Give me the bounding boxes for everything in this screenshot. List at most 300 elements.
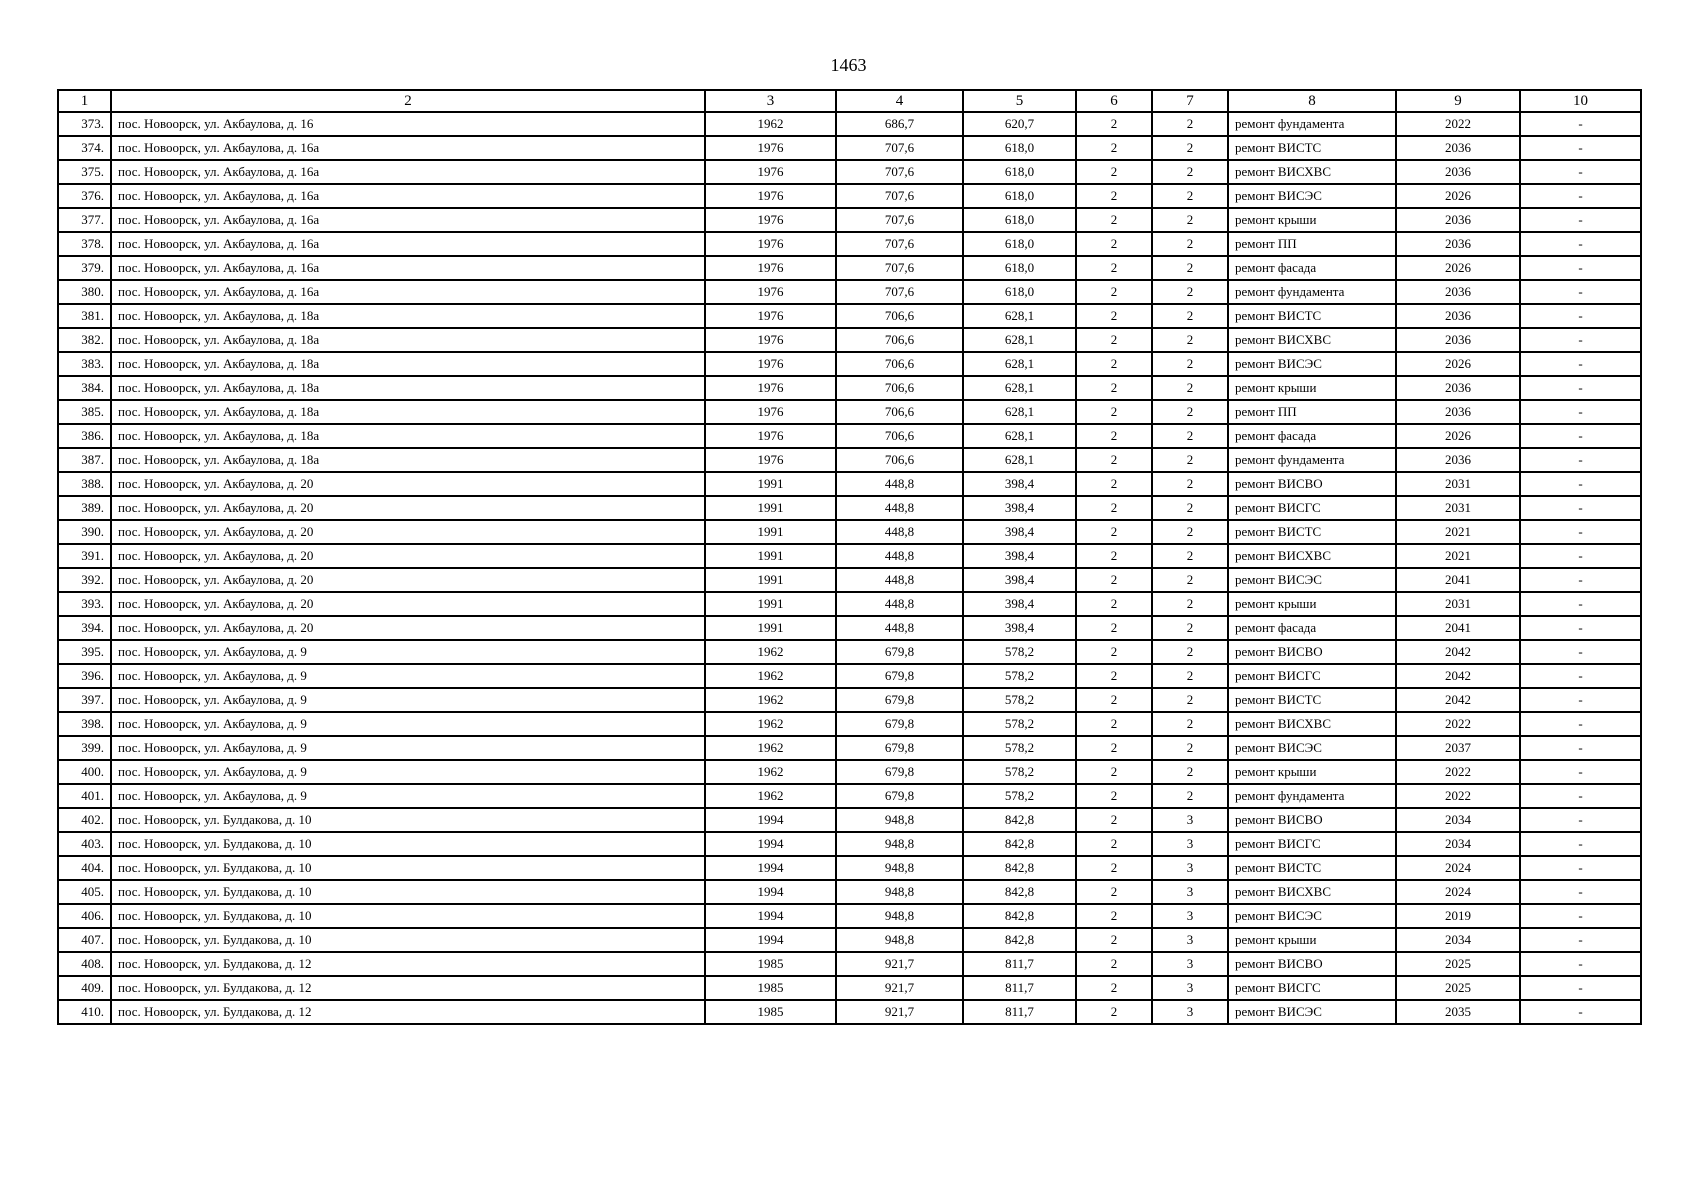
total-area-cell: 679,8 [836,688,963,712]
repair-type-cell: ремонт ВИСВО [1228,640,1396,664]
repair-type-cell: ремонт ВИСГС [1228,664,1396,688]
entrances-count-cell: 2 [1076,688,1152,712]
column-header: 4 [836,90,963,112]
construction-year-cell: 1976 [705,328,836,352]
address-cell: пос. Новоорск, ул. Акбаулова, д. 9 [111,784,705,808]
entrances-count-cell: 2 [1076,904,1152,928]
floors-count-cell: 2 [1152,736,1228,760]
repair-type-cell: ремонт ПП [1228,232,1396,256]
floors-count-cell: 2 [1152,760,1228,784]
planned-year-cell: 2026 [1396,184,1520,208]
note-cell: - [1520,976,1641,1000]
floors-count-cell: 2 [1152,712,1228,736]
note-cell: - [1520,784,1641,808]
row-number-cell: 395. [58,640,111,664]
note-cell: - [1520,904,1641,928]
table-row [58,352,1641,376]
entrances-count-cell: 2 [1076,640,1152,664]
total-area-cell: 948,8 [836,928,963,952]
repair-schedule-table [57,89,1642,1025]
address-cell: пос. Новоорск, ул. Акбаулова, д. 20 [111,496,705,520]
planned-year-cell: 2026 [1396,424,1520,448]
construction-year-cell: 1976 [705,160,836,184]
floors-count-cell: 2 [1152,160,1228,184]
row-number-cell: 394. [58,616,111,640]
repair-type-cell: ремонт крыши [1228,376,1396,400]
planned-year-cell: 2042 [1396,664,1520,688]
floors-count-cell: 2 [1152,664,1228,688]
row-number-cell: 386. [58,424,111,448]
construction-year-cell: 1985 [705,976,836,1000]
total-area-cell: 686,7 [836,112,963,136]
living-area-cell: 618,0 [963,136,1076,160]
entrances-count-cell: 2 [1076,160,1152,184]
total-area-cell: 679,8 [836,664,963,688]
total-area-cell: 707,6 [836,208,963,232]
total-area-cell: 948,8 [836,808,963,832]
table-row [58,928,1641,952]
table-row [58,640,1641,664]
note-cell: - [1520,352,1641,376]
construction-year-cell: 1962 [705,736,836,760]
floors-count-cell: 2 [1152,592,1228,616]
entrances-count-cell: 2 [1076,208,1152,232]
repair-type-cell: ремонт фасада [1228,256,1396,280]
living-area-cell: 618,0 [963,256,1076,280]
living-area-cell: 398,4 [963,568,1076,592]
address-cell: пос. Новоорск, ул. Акбаулова, д. 16а [111,136,705,160]
note-cell: - [1520,136,1641,160]
note-cell: - [1520,928,1641,952]
repair-type-cell: ремонт фасада [1228,424,1396,448]
living-area-cell: 398,4 [963,616,1076,640]
entrances-count-cell: 2 [1076,472,1152,496]
living-area-cell: 628,1 [963,448,1076,472]
living-area-cell: 578,2 [963,688,1076,712]
address-cell: пос. Новоорск, ул. Булдакова, д. 10 [111,808,705,832]
construction-year-cell: 1976 [705,424,836,448]
planned-year-cell: 2019 [1396,904,1520,928]
table-row [58,616,1641,640]
table-row [58,712,1641,736]
address-cell: пос. Новоорск, ул. Булдакова, д. 10 [111,928,705,952]
entrances-count-cell: 2 [1076,664,1152,688]
living-area-cell: 628,1 [963,304,1076,328]
living-area-cell: 811,7 [963,952,1076,976]
living-area-cell: 842,8 [963,856,1076,880]
entrances-count-cell: 2 [1076,928,1152,952]
repair-type-cell: ремонт крыши [1228,928,1396,952]
floors-count-cell: 3 [1152,856,1228,880]
planned-year-cell: 2024 [1396,856,1520,880]
floors-count-cell: 2 [1152,400,1228,424]
table-row [58,760,1641,784]
address-cell: пос. Новоорск, ул. Булдакова, д. 10 [111,880,705,904]
note-cell: - [1520,424,1641,448]
living-area-cell: 842,8 [963,832,1076,856]
entrances-count-cell: 2 [1076,952,1152,976]
floors-count-cell: 3 [1152,880,1228,904]
note-cell: - [1520,1000,1641,1024]
entrances-count-cell: 2 [1076,112,1152,136]
total-area-cell: 707,6 [836,136,963,160]
construction-year-cell: 1994 [705,928,836,952]
floors-count-cell: 2 [1152,304,1228,328]
repair-type-cell: ремонт ВИСЭС [1228,352,1396,376]
construction-year-cell: 1976 [705,136,836,160]
repair-type-cell: ремонт ВИСЭС [1228,184,1396,208]
floors-count-cell: 2 [1152,496,1228,520]
construction-year-cell: 1976 [705,400,836,424]
repair-type-cell: ремонт ВИСЭС [1228,568,1396,592]
construction-year-cell: 1962 [705,664,836,688]
repair-type-cell: ремонт ВИСГС [1228,976,1396,1000]
total-area-cell: 706,6 [836,352,963,376]
living-area-cell: 578,2 [963,736,1076,760]
column-number-header-row [58,90,1641,112]
table-row [58,1000,1641,1024]
table-row [58,280,1641,304]
construction-year-cell: 1991 [705,568,836,592]
planned-year-cell: 2034 [1396,928,1520,952]
table-row [58,160,1641,184]
column-header: 1 [58,90,111,112]
address-cell: пос. Новоорск, ул. Акбаулова, д. 18а [111,352,705,376]
construction-year-cell: 1976 [705,184,836,208]
planned-year-cell: 2022 [1396,784,1520,808]
planned-year-cell: 2036 [1396,160,1520,184]
construction-year-cell: 1962 [705,112,836,136]
entrances-count-cell: 2 [1076,832,1152,856]
total-area-cell: 679,8 [836,784,963,808]
page-number: 1463 [830,55,867,75]
planned-year-cell: 2036 [1396,328,1520,352]
entrances-count-cell: 2 [1076,256,1152,280]
living-area-cell: 628,1 [963,376,1076,400]
planned-year-cell: 2031 [1396,472,1520,496]
planned-year-cell: 2036 [1396,376,1520,400]
planned-year-cell: 2041 [1396,568,1520,592]
note-cell: - [1520,736,1641,760]
row-number-cell: 387. [58,448,111,472]
table-row [58,688,1641,712]
floors-count-cell: 3 [1152,976,1228,1000]
table-row [58,424,1641,448]
table-row [58,136,1641,160]
living-area-cell: 842,8 [963,880,1076,904]
note-cell: - [1520,664,1641,688]
entrances-count-cell: 2 [1076,232,1152,256]
row-number-cell: 378. [58,232,111,256]
note-cell: - [1520,520,1641,544]
living-area-cell: 628,1 [963,400,1076,424]
planned-year-cell: 2026 [1396,256,1520,280]
row-number-cell: 388. [58,472,111,496]
construction-year-cell: 1976 [705,376,836,400]
living-area-cell: 618,0 [963,208,1076,232]
row-number-cell: 379. [58,256,111,280]
entrances-count-cell: 2 [1076,784,1152,808]
address-cell: пос. Новоорск, ул. Булдакова, д. 10 [111,904,705,928]
address-cell: пос. Новоорск, ул. Акбаулова, д. 9 [111,688,705,712]
entrances-count-cell: 2 [1076,760,1152,784]
construction-year-cell: 1994 [705,832,836,856]
planned-year-cell: 2021 [1396,544,1520,568]
address-cell: пос. Новоорск, ул. Акбаулова, д. 9 [111,712,705,736]
total-area-cell: 448,8 [836,616,963,640]
row-number-cell: 404. [58,856,111,880]
column-header: 9 [1396,90,1520,112]
address-cell: пос. Новоорск, ул. Булдакова, д. 12 [111,952,705,976]
construction-year-cell: 1962 [705,784,836,808]
address-cell: пос. Новоорск, ул. Акбаулова, д. 18а [111,328,705,352]
repair-type-cell: ремонт ВИСХВС [1228,712,1396,736]
total-area-cell: 706,6 [836,328,963,352]
row-number-cell: 399. [58,736,111,760]
living-area-cell: 842,8 [963,808,1076,832]
total-area-cell: 948,8 [836,880,963,904]
floors-count-cell: 2 [1152,544,1228,568]
living-area-cell: 578,2 [963,640,1076,664]
total-area-cell: 679,8 [836,736,963,760]
row-number-cell: 398. [58,712,111,736]
row-number-cell: 393. [58,592,111,616]
table-row [58,328,1641,352]
row-number-cell: 375. [58,160,111,184]
construction-year-cell: 1985 [705,952,836,976]
total-area-cell: 707,6 [836,280,963,304]
entrances-count-cell: 2 [1076,616,1152,640]
repair-type-cell: ремонт фундамента [1228,448,1396,472]
total-area-cell: 948,8 [836,856,963,880]
note-cell: - [1520,280,1641,304]
total-area-cell: 448,8 [836,544,963,568]
total-area-cell: 448,8 [836,568,963,592]
floors-count-cell: 2 [1152,784,1228,808]
repair-type-cell: ремонт ВИСЭС [1228,736,1396,760]
row-number-cell: 406. [58,904,111,928]
repair-type-cell: ремонт ВИСХВС [1228,880,1396,904]
row-number-cell: 392. [58,568,111,592]
row-number-cell: 402. [58,808,111,832]
floors-count-cell: 3 [1152,928,1228,952]
repair-type-cell: ремонт ПП [1228,400,1396,424]
note-cell: - [1520,232,1641,256]
address-cell: пос. Новоорск, ул. Акбаулова, д. 20 [111,544,705,568]
note-cell: - [1520,112,1641,136]
construction-year-cell: 1962 [705,640,836,664]
row-number-cell: 374. [58,136,111,160]
row-number-cell: 381. [58,304,111,328]
table-row [58,568,1641,592]
living-area-cell: 618,0 [963,160,1076,184]
entrances-count-cell: 2 [1076,400,1152,424]
table-row [58,952,1641,976]
planned-year-cell: 2022 [1396,712,1520,736]
table-row [58,664,1641,688]
repair-type-cell: ремонт ВИСВО [1228,952,1396,976]
planned-year-cell: 2022 [1396,760,1520,784]
row-number-cell: 373. [58,112,111,136]
living-area-cell: 578,2 [963,760,1076,784]
entrances-count-cell: 2 [1076,496,1152,520]
living-area-cell: 398,4 [963,544,1076,568]
total-area-cell: 448,8 [836,496,963,520]
planned-year-cell: 2025 [1396,976,1520,1000]
living-area-cell: 618,0 [963,280,1076,304]
construction-year-cell: 1976 [705,256,836,280]
note-cell: - [1520,544,1641,568]
repair-type-cell: ремонт ВИСВО [1228,808,1396,832]
address-cell: пос. Новоорск, ул. Акбаулова, д. 20 [111,568,705,592]
address-cell: пос. Новоорск, ул. Акбаулова, д. 20 [111,520,705,544]
living-area-cell: 398,4 [963,496,1076,520]
planned-year-cell: 2036 [1396,232,1520,256]
construction-year-cell: 1962 [705,712,836,736]
total-area-cell: 706,6 [836,304,963,328]
repair-type-cell: ремонт фундамента [1228,280,1396,304]
note-cell: - [1520,880,1641,904]
living-area-cell: 628,1 [963,424,1076,448]
note-cell: - [1520,952,1641,976]
table-row [58,736,1641,760]
living-area-cell: 811,7 [963,1000,1076,1024]
planned-year-cell: 2036 [1396,208,1520,232]
floors-count-cell: 2 [1152,688,1228,712]
floors-count-cell: 2 [1152,136,1228,160]
entrances-count-cell: 2 [1076,184,1152,208]
floors-count-cell: 2 [1152,520,1228,544]
floors-count-cell: 3 [1152,904,1228,928]
column-header: 5 [963,90,1076,112]
total-area-cell: 679,8 [836,712,963,736]
row-number-cell: 403. [58,832,111,856]
note-cell: - [1520,256,1641,280]
table-row [58,208,1641,232]
repair-type-cell: ремонт ВИСТС [1228,520,1396,544]
note-cell: - [1520,640,1641,664]
address-cell: пос. Новоорск, ул. Акбаулова, д. 20 [111,472,705,496]
construction-year-cell: 1991 [705,616,836,640]
entrances-count-cell: 2 [1076,880,1152,904]
total-area-cell: 921,7 [836,976,963,1000]
entrances-count-cell: 2 [1076,448,1152,472]
table-row [58,256,1641,280]
row-number-cell: 408. [58,952,111,976]
repair-type-cell: ремонт ВИСТС [1228,856,1396,880]
total-area-cell: 948,8 [836,904,963,928]
table-row [58,448,1641,472]
table-row [58,856,1641,880]
table-row [58,232,1641,256]
note-cell: - [1520,304,1641,328]
column-header: 3 [705,90,836,112]
entrances-count-cell: 2 [1076,856,1152,880]
row-number-cell: 407. [58,928,111,952]
address-cell: пос. Новоорск, ул. Булдакова, д. 10 [111,832,705,856]
construction-year-cell: 1976 [705,304,836,328]
total-area-cell: 948,8 [836,832,963,856]
repair-type-cell: ремонт ВИСХВС [1228,328,1396,352]
table-row [58,184,1641,208]
repair-type-cell: ремонт ВИСГС [1228,832,1396,856]
note-cell: - [1520,688,1641,712]
living-area-cell: 628,1 [963,328,1076,352]
note-cell: - [1520,592,1641,616]
planned-year-cell: 2037 [1396,736,1520,760]
construction-year-cell: 1991 [705,520,836,544]
note-cell: - [1520,616,1641,640]
note-cell: - [1520,496,1641,520]
address-cell: пос. Новоорск, ул. Акбаулова, д. 20 [111,616,705,640]
repair-type-cell: ремонт крыши [1228,592,1396,616]
floors-count-cell: 2 [1152,256,1228,280]
total-area-cell: 706,6 [836,424,963,448]
floors-count-cell: 2 [1152,232,1228,256]
address-cell: пос. Новоорск, ул. Акбаулова, д. 18а [111,376,705,400]
address-cell: пос. Новоорск, ул. Акбаулова, д. 18а [111,448,705,472]
row-number-cell: 390. [58,520,111,544]
address-cell: пос. Новоорск, ул. Акбаулова, д. 16а [111,160,705,184]
construction-year-cell: 1962 [705,760,836,784]
total-area-cell: 448,8 [836,472,963,496]
entrances-count-cell: 2 [1076,808,1152,832]
address-cell: пос. Новоорск, ул. Акбаулова, д. 9 [111,640,705,664]
address-cell: пос. Новоорск, ул. Акбаулова, д. 16 [111,112,705,136]
row-number-cell: 385. [58,400,111,424]
total-area-cell: 448,8 [836,520,963,544]
table-row [58,544,1641,568]
note-cell: - [1520,856,1641,880]
construction-year-cell: 1976 [705,352,836,376]
entrances-count-cell: 2 [1076,520,1152,544]
entrances-count-cell: 2 [1076,328,1152,352]
planned-year-cell: 2025 [1396,952,1520,976]
address-cell: пос. Новоорск, ул. Булдакова, д. 12 [111,976,705,1000]
entrances-count-cell: 2 [1076,976,1152,1000]
total-area-cell: 706,6 [836,448,963,472]
living-area-cell: 842,8 [963,928,1076,952]
living-area-cell: 620,7 [963,112,1076,136]
planned-year-cell: 2031 [1396,592,1520,616]
note-cell: - [1520,328,1641,352]
floors-count-cell: 2 [1152,448,1228,472]
entrances-count-cell: 2 [1076,352,1152,376]
total-area-cell: 707,6 [836,160,963,184]
note-cell: - [1520,832,1641,856]
living-area-cell: 578,2 [963,784,1076,808]
planned-year-cell: 2041 [1396,616,1520,640]
table-row [58,880,1641,904]
floors-count-cell: 2 [1152,640,1228,664]
floors-count-cell: 3 [1152,832,1228,856]
row-number-cell: 389. [58,496,111,520]
row-number-cell: 376. [58,184,111,208]
entrances-count-cell: 2 [1076,280,1152,304]
column-header: 2 [111,90,705,112]
planned-year-cell: 2034 [1396,832,1520,856]
address-cell: пос. Новоорск, ул. Акбаулова, д. 16а [111,184,705,208]
floors-count-cell: 2 [1152,208,1228,232]
entrances-count-cell: 2 [1076,424,1152,448]
living-area-cell: 618,0 [963,184,1076,208]
address-cell: пос. Новоорск, ул. Акбаулова, д. 16а [111,280,705,304]
table-row [58,112,1641,136]
construction-year-cell: 1976 [705,448,836,472]
floors-count-cell: 2 [1152,328,1228,352]
row-number-cell: 391. [58,544,111,568]
construction-year-cell: 1985 [705,1000,836,1024]
